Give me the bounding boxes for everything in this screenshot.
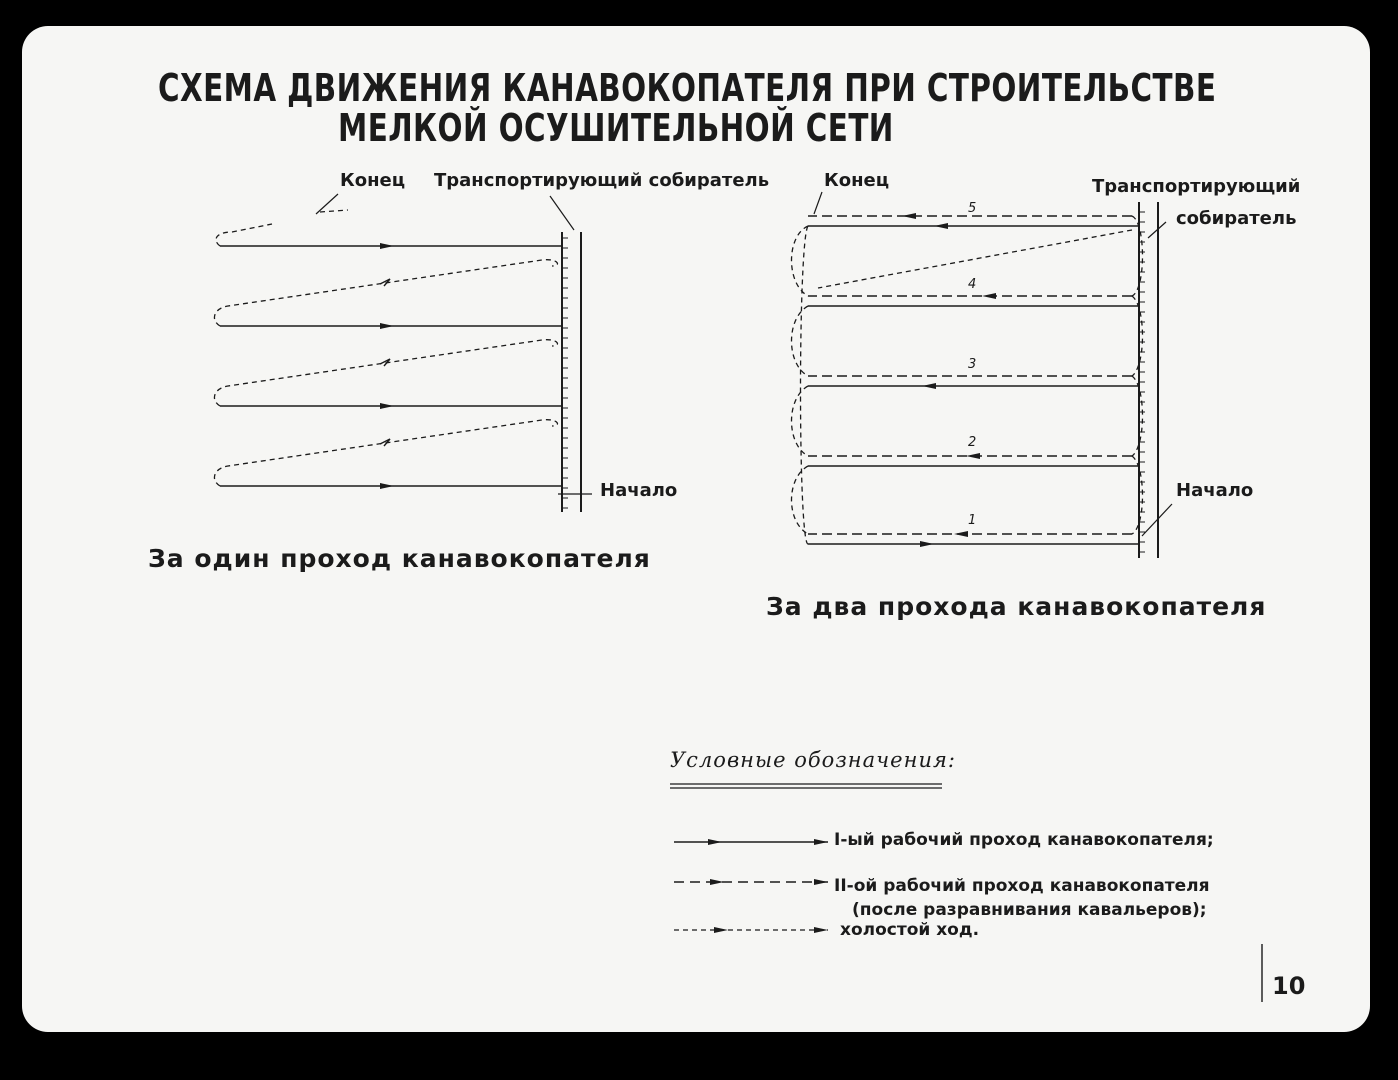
left-start-label: Начало: [600, 480, 678, 501]
diagram-artwork: [22, 26, 1370, 1032]
legend-title: Условные обозначения:: [670, 748, 956, 772]
slide: [22, 26, 1370, 1032]
pass-number-4: 4: [968, 277, 977, 292]
pass-number-2: 2: [968, 435, 977, 450]
right-end-label: Конец: [824, 170, 890, 191]
right-diagram: [792, 192, 1173, 558]
legend-item-1-text: I-ый рабочий проход канавокопателя;: [834, 830, 1214, 850]
left-diagram: [214, 194, 592, 512]
pass-number-3: 3: [968, 357, 977, 372]
title-line-2: МЕЛКОЙ ОСУШИТЕЛЬНОЙ СЕТИ: [338, 106, 894, 150]
right-start-label: Начало: [1176, 480, 1254, 501]
pass-number-1: 1: [968, 513, 977, 528]
legend-item-2-text: II-ой рабочий проход канавокопателя: [834, 876, 1210, 896]
left-collector-label: Транспортирующий собиратель: [434, 170, 770, 191]
right-caption: За два прохода канавокопателя: [766, 592, 1267, 621]
right-collector-label-1: Транспортирующий: [1092, 176, 1301, 197]
legend-item-3-text: холостой ход.: [840, 920, 980, 940]
left-caption: За один проход канавокопателя: [148, 544, 651, 573]
right-collector-label-2: собиратель: [1176, 208, 1297, 229]
pass-number-5: 5: [968, 201, 977, 216]
legend-item-2-text2: (после разравнивания кавальеров);: [852, 900, 1207, 920]
page-number: 10: [1272, 972, 1306, 1000]
left-end-label: Конец: [340, 170, 406, 191]
title-line-1: СХЕМА ДВИЖЕНИЯ КАНАВОКОПАТЕЛЯ ПРИ СТРОИТЕЛЬСТВЕ: [158, 66, 1217, 110]
legend: [670, 784, 942, 933]
